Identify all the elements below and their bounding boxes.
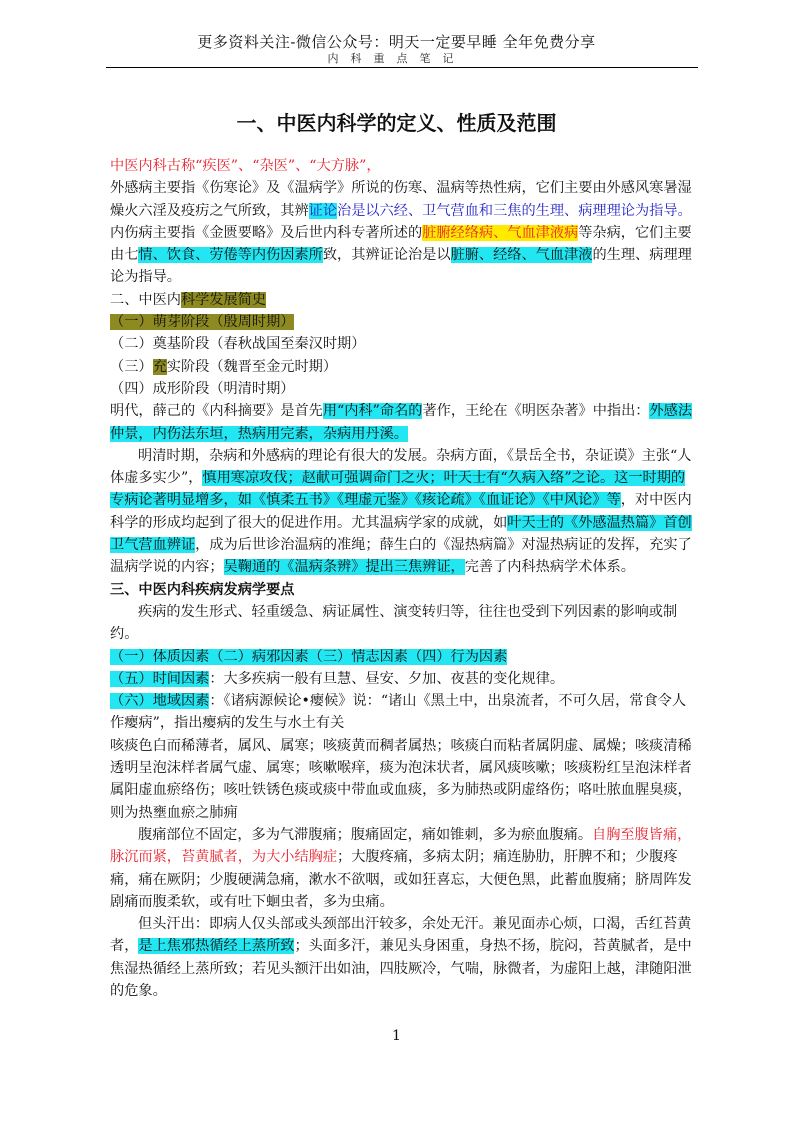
- paragraph-ming-dynasty: [110, 400, 696, 445]
- section-heading-history: [110, 289, 696, 311]
- text-run: 但头汗出：即病人仅头部或头颈部出汗较多，余处无汗。兼见面赤心烦，口渴，舌红苔黄者，: [110, 916, 692, 955]
- page-number: 1: [392, 1028, 401, 1044]
- stage-item: （二）奠基阶段（春秋战国至秦汉时期）: [110, 336, 366, 353]
- paragraph-sputum: 咳痰色白而稀薄者，属风、属寒；咳痰黄而稠者属热；咳痰白而粘者属阴虚、属燥；咳痰清稀透明呈泡沫样者属气虚、属寒；咳嗽喉痒，痰为泡沫状者，属风痰咳嗽；咳痰粉红呈泡沫样者属阳虚血瘀络伤；咳吐铁锈色痰或痰中带血或血痰，多为肺热或阴虚络伤；咯吐脓血腥臭痰，则为热壅血瘀之肺痈: [110, 737, 692, 821]
- section-heading-pathogenesis: 三、中医内科疾病发病学要点: [110, 581, 295, 598]
- stage-item: [110, 356, 696, 378]
- section-title: 一、中医内科学的定义、性质及范围: [236, 111, 557, 135]
- text-run: 著作，王纶在《明医杂著》中指出：: [422, 403, 650, 420]
- highlight-cyan: （一）体质因素（二）病邪因素（三）情志因素（四）行为因素: [110, 648, 508, 665]
- text-run: 腹痛部位不固定，多为气滞腹痛；腹痛固定，痛如锥刺，多为瘀血腹痛。: [138, 826, 593, 843]
- text-run: 内伤病主要指《金匮要略》及后世内科专著所述的: [110, 224, 423, 241]
- red-text: 自胸至腹皆痛，脉沉而紧，苔黄腻者，为大小结胸症: [110, 826, 692, 866]
- paragraph-head-sweating: [110, 913, 696, 1002]
- text-run: 明代，薛己的《内科摘要》是首先: [110, 403, 323, 420]
- factor-region: [110, 690, 696, 735]
- text-run: 实阶段（魏晋至金元时期）: [166, 358, 338, 375]
- blue-text: 治是以六经、卫气营血和三焦的生理、病理理论为指导。: [337, 202, 692, 219]
- highlight-olive: （一）萌芽阶段（殷周时期）: [110, 314, 295, 331]
- highlight-olive: 充: [152, 358, 167, 375]
- text-run: ：大多疾病一般有旦慧、昼安、夕加、夜甚的变化规律。: [209, 670, 565, 687]
- highlight-yellow: 脏腑经络病、气血津液病: [422, 224, 579, 241]
- highlight-cyan: 吴鞠通的《温病条辨》提出三焦辨证，: [223, 559, 465, 576]
- paragraph-abdominal-pain: [110, 824, 696, 913]
- paragraph-ming-qing: [110, 445, 696, 579]
- highlight-cyan: 叶天士的《外感温热篇》首创卫气营血辨证: [110, 514, 692, 554]
- stage-item: [110, 311, 696, 333]
- highlight-olive: 科学发展简史: [180, 291, 267, 308]
- paragraph-external-disease: [110, 177, 696, 222]
- text-run: ，对中医内科学的形成均起到了很大的促进作用。尤其温病学家的成就，如: [110, 492, 692, 531]
- paragraph-internal-disease: [110, 222, 696, 289]
- factor-list: [110, 646, 696, 668]
- text-run: 外感病主要指《伤寒论》及《温病学》所说的伤寒、温病等热性病，它们主要由外感风寒暑湿燥火六淫及疫疠之气所致，其辨: [110, 180, 692, 219]
- paragraph-ancient-names: 中医内科古称“疾医”、“杂医”、“大方脉”，: [110, 158, 381, 174]
- header-subtitle: 内科重点笔记: [327, 52, 466, 65]
- highlight-cyan: （六）地域因素: [110, 693, 210, 710]
- stage-item: （四）成形阶段（明清时期）: [110, 380, 295, 397]
- highlight-cyan: 证论: [308, 202, 338, 219]
- text-run: 致，其辨证论治是以: [322, 247, 451, 264]
- body-text: [110, 155, 696, 1002]
- highlight-cyan: 用“内科”命名的: [322, 403, 423, 420]
- header-divider: [106, 67, 698, 68]
- highlight-cyan: 是上焦邪热循经上蒸所致: [138, 938, 295, 955]
- highlight-cyan: （五）时间因素: [110, 670, 210, 687]
- text-run: ，成为后世诊治温病的准绳；薛生白的《湿热病篇》对湿热病证的发挥，充实了温病学说的内容；: [110, 537, 692, 576]
- text-run: ；大腹疼痛，多病太阴；痛连胁肋，肝脾不和；少腹疼痛，痛在厥阴；少腹硬满急痛，漱水不欲咽，或如狂喜忘，大便色黑，此蓄血腹痛；脐周阵发剧痛而腹柔软，或有吐下蛔虫者，多为虫痛。: [110, 849, 692, 910]
- header-line: 更多资料关注-微信公众号：明天一定要早睡 全年免费分享: [197, 33, 596, 51]
- highlight-cyan: 脏腑、经络、气血津液: [450, 247, 593, 264]
- text-run: 二、中医内: [110, 291, 181, 308]
- highlight-cyan: 慎用寒凉攻伐；赵献可强调命门之火；叶天士有“久病入络”之论。这一时期的专病论著明显增多，如《慎柔五书》《理虚元鉴》《痎论疏》《血证论》《中风论》等: [110, 470, 686, 509]
- text-run: （三）: [110, 358, 153, 375]
- text-run: 等杂病，它们主要由七: [110, 224, 692, 264]
- factor-time: [110, 668, 696, 690]
- highlight-cyan: 情、饮食、劳倦等内伤因素所: [138, 247, 323, 264]
- paragraph-factors-intro: 疾病的发生形式、轻重缓急、病证属性、演变转归等，往往也受到下列因素的影响或制约。: [110, 603, 678, 643]
- text-run: 完善了内科热病学术体系。: [464, 559, 635, 576]
- text-run: 明清时期，杂病和外感病的理论有很大的发展。杂病方面，《景岳全书，杂证谟》主张“人体虚多实少”，: [110, 447, 692, 487]
- text-run: ；头面多汗，兼见头身困重，身热不扬，脘闷，苔黄腻者，是中焦湿热循经上蒸所致；若见头额汗出如油，四肢厥冷，气喘，脉微者，为虚阳上越，津随阳泄的危象。: [110, 938, 692, 999]
- text-run: 的生理、病理理论为指导。: [110, 247, 692, 286]
- text-run: ：《诸病源候论•瘿候》说：“诸山《黑土中，出泉流者，不可久居，常食令人作瘿病”，指出瘿病的发生与水土有关: [110, 693, 687, 732]
- highlight-cyan: 外感法仲景，内伤法东垣，热病用完素，杂病用丹溪。: [110, 403, 693, 442]
